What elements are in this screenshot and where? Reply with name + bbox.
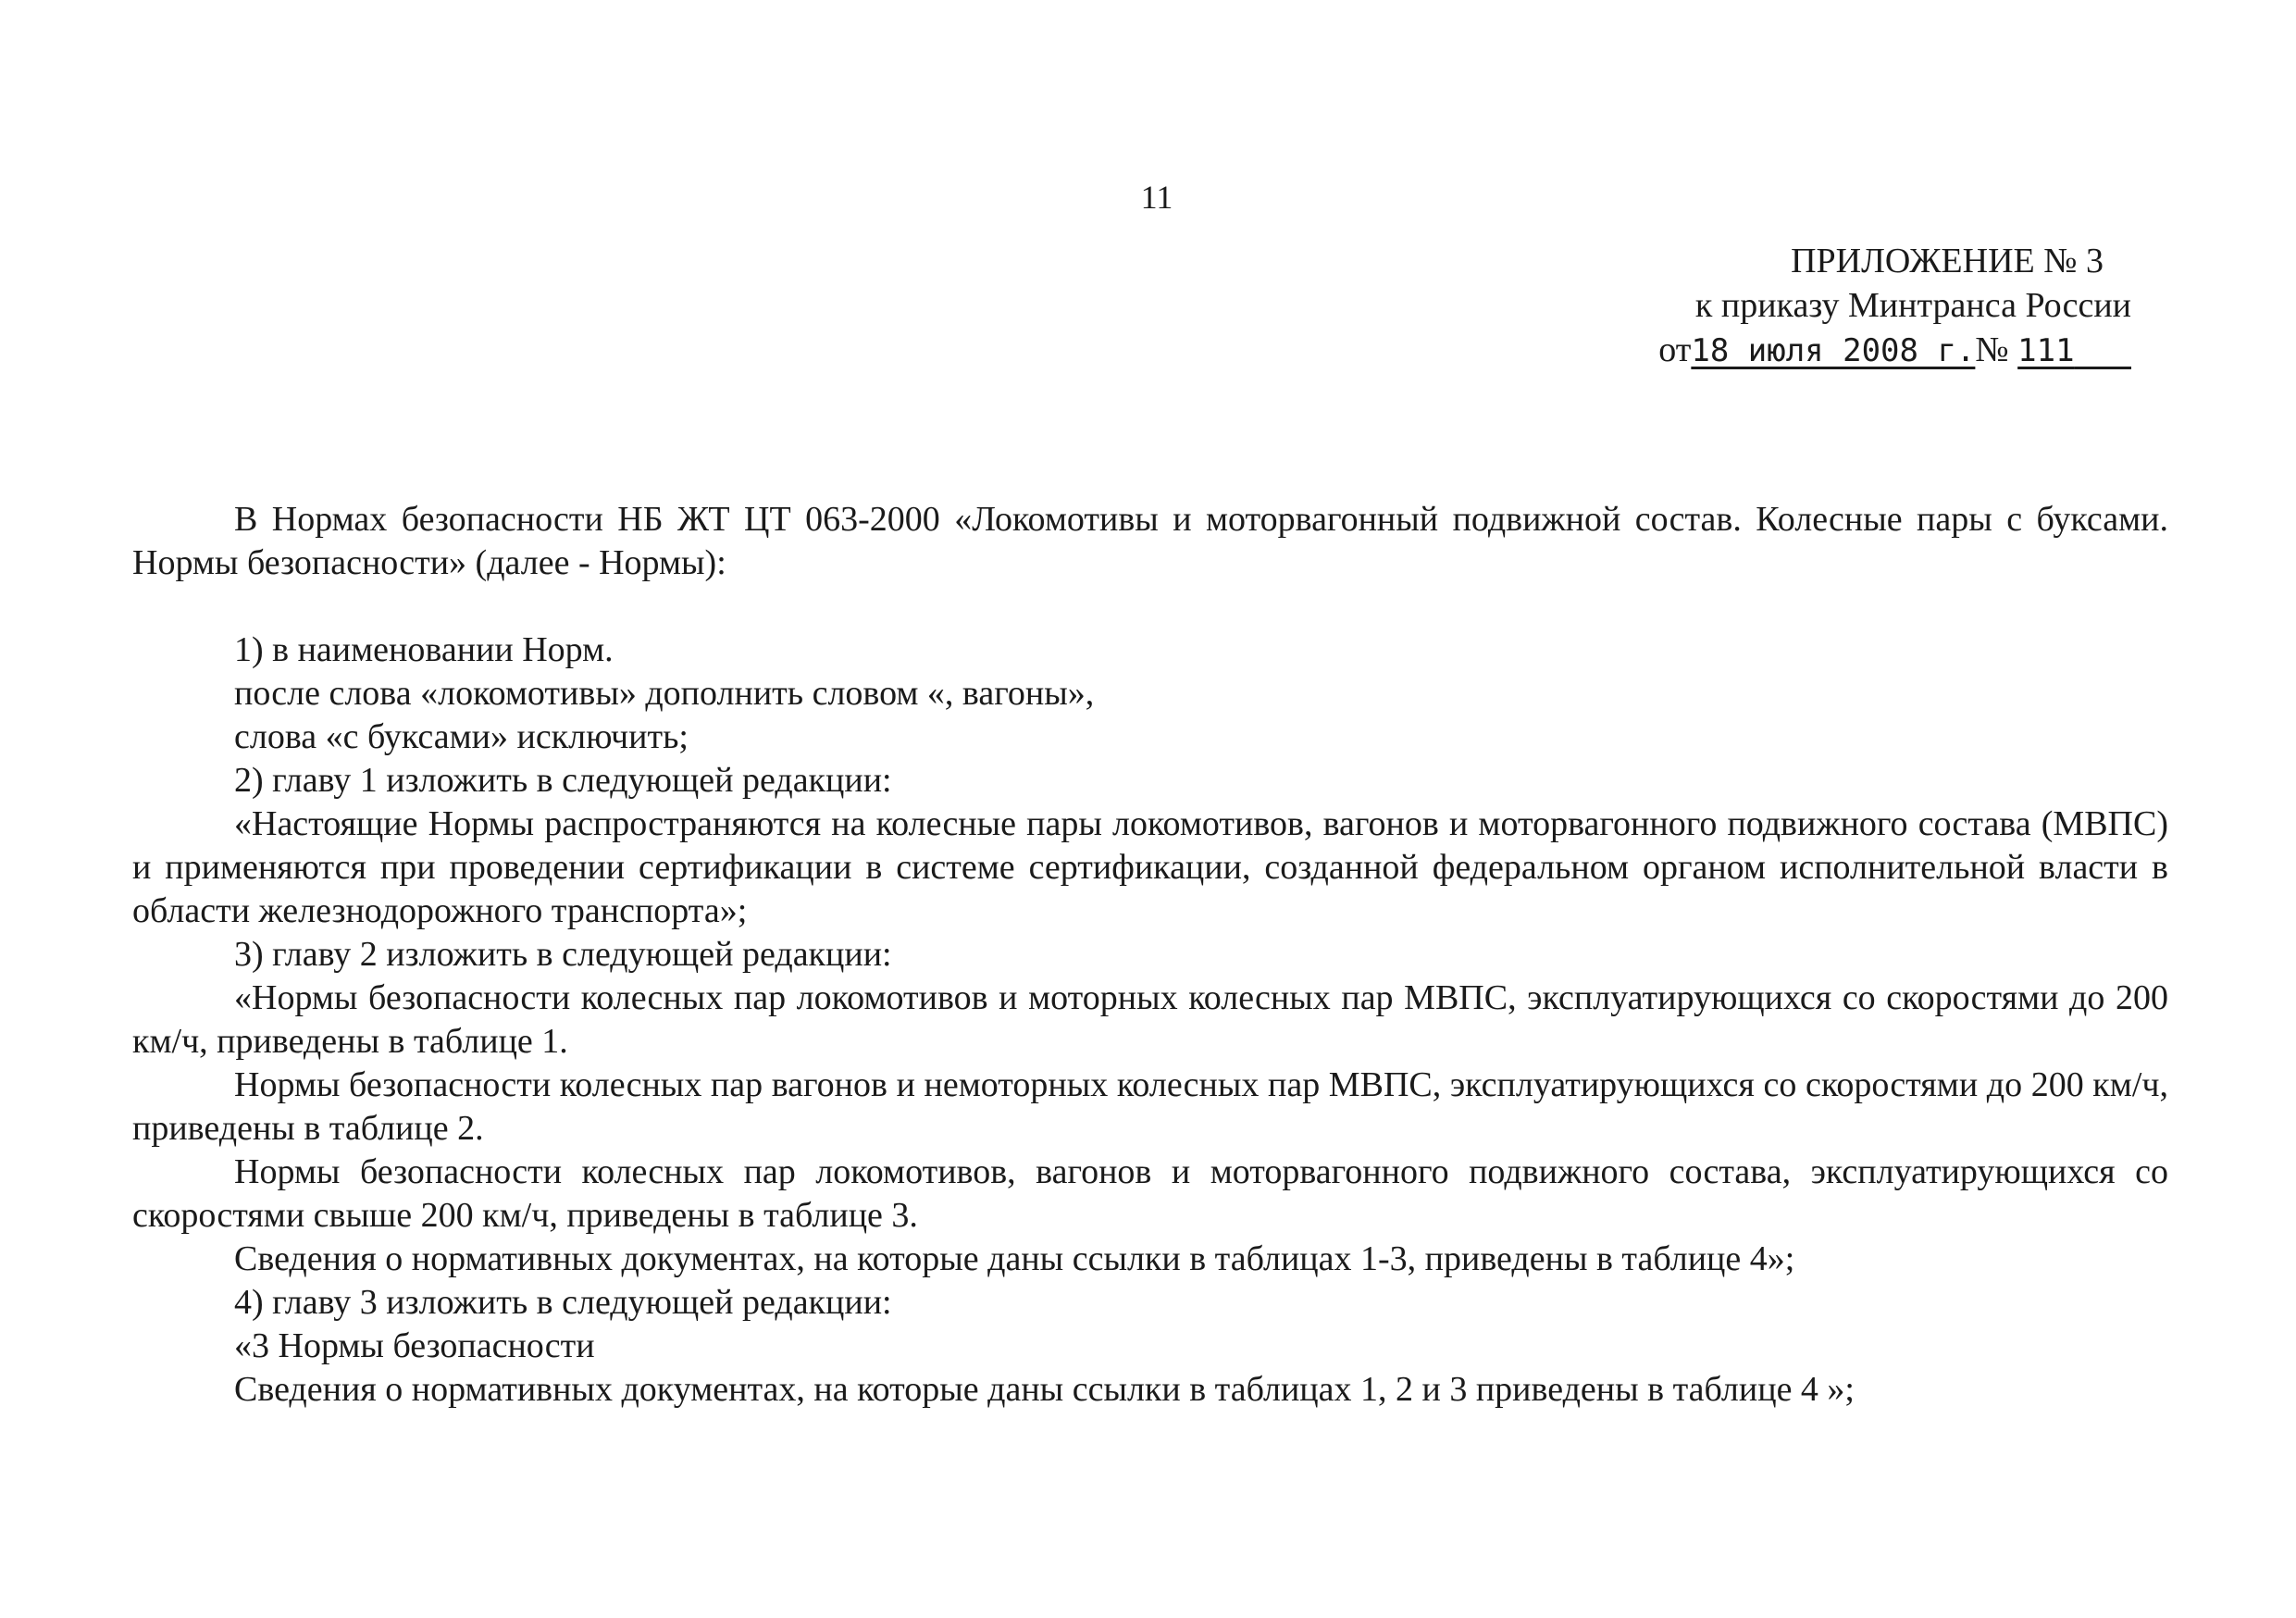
appendix-title: ПРИЛОЖЕНИЕ № 3	[1791, 242, 2104, 280]
appendix-date-prefix: от	[1658, 330, 1692, 369]
appendix-date-line	[1658, 328, 2131, 373]
item-1-title: 1) в наименовании Норм.	[234, 630, 614, 669]
item-3-paragraph-2: Нормы безопасности колесных пар вагонов и немоторных колесных пар МВПС, эксплуатирующихся со скоростями до 200 км/ч, приведены в таблице 2.	[132, 1065, 2168, 1148]
document-body	[132, 498, 2168, 1412]
intro-paragraph: В Нормах безопасности НБ ЖТ ЦТ 063-2000 «Локомотивы и моторвагонный подвижной состав. Колесные пары с буксами. Нормы безопасности» (далее - Нормы):	[132, 500, 2168, 582]
item-4-title: 4) главу 3 изложить в следующей редакции:	[234, 1283, 892, 1322]
item-1-line-2: слова «с буксами» исключить;	[234, 717, 689, 756]
item-2-title: 2) главу 1 изложить в следующей редакции:	[234, 761, 892, 800]
appendix-number-prefix: №	[1975, 330, 2009, 369]
appendix-header	[1658, 239, 2131, 373]
item-4-paragraph-2: Сведения о нормативных документах, на которые даны ссылки в таблицах 1, 2 и 3 приведены в таблице 4 »;	[234, 1370, 1855, 1409]
appendix-order-ref: к приказу Минтранса России	[1694, 286, 2131, 325]
appendix-number-underline	[2075, 332, 2131, 369]
appendix-number: 111	[2017, 332, 2075, 369]
page-number: 11	[1140, 179, 1173, 216]
item-4-paragraph-1: «3 Нормы безопасности	[234, 1326, 595, 1365]
item-1-line-1: после слова «локомотивы» дополнить словом «, вагоны»,	[234, 674, 1095, 713]
item-3-title: 3) главу 2 изложить в следующей редакции:	[234, 935, 892, 974]
item-3-paragraph-1: «Нормы безопасности колесных пар локомотивов и моторных колесных пар МВПС, эксплуатирующихся со скоростями до 200 км/ч, приведены в таблице 1.	[132, 978, 2168, 1061]
appendix-date: 18 июля 2008 г.	[1691, 332, 1976, 369]
item-3-paragraph-3: Нормы безопасности колесных пар локомотивов, вагонов и моторвагонного подвижного состава, эксплуатирующихся со скоростями свыше 200 км/ч, приведены в таблице 3.	[132, 1152, 2168, 1235]
item-2-text: «Настоящие Нормы распространяются на колесные пары локомотивов, вагонов и моторвагонного подвижного состава (МВПС) и применяются при проведении сертификации в системе сертификации, созданной федеральном органом исполнительной власти в области железнодорожного транспорта»;	[132, 804, 2168, 930]
item-3-paragraph-4: Сведения о нормативных документах, на которые даны ссылки в таблицах 1-3, приведены в таблице 4»;	[234, 1239, 1795, 1278]
